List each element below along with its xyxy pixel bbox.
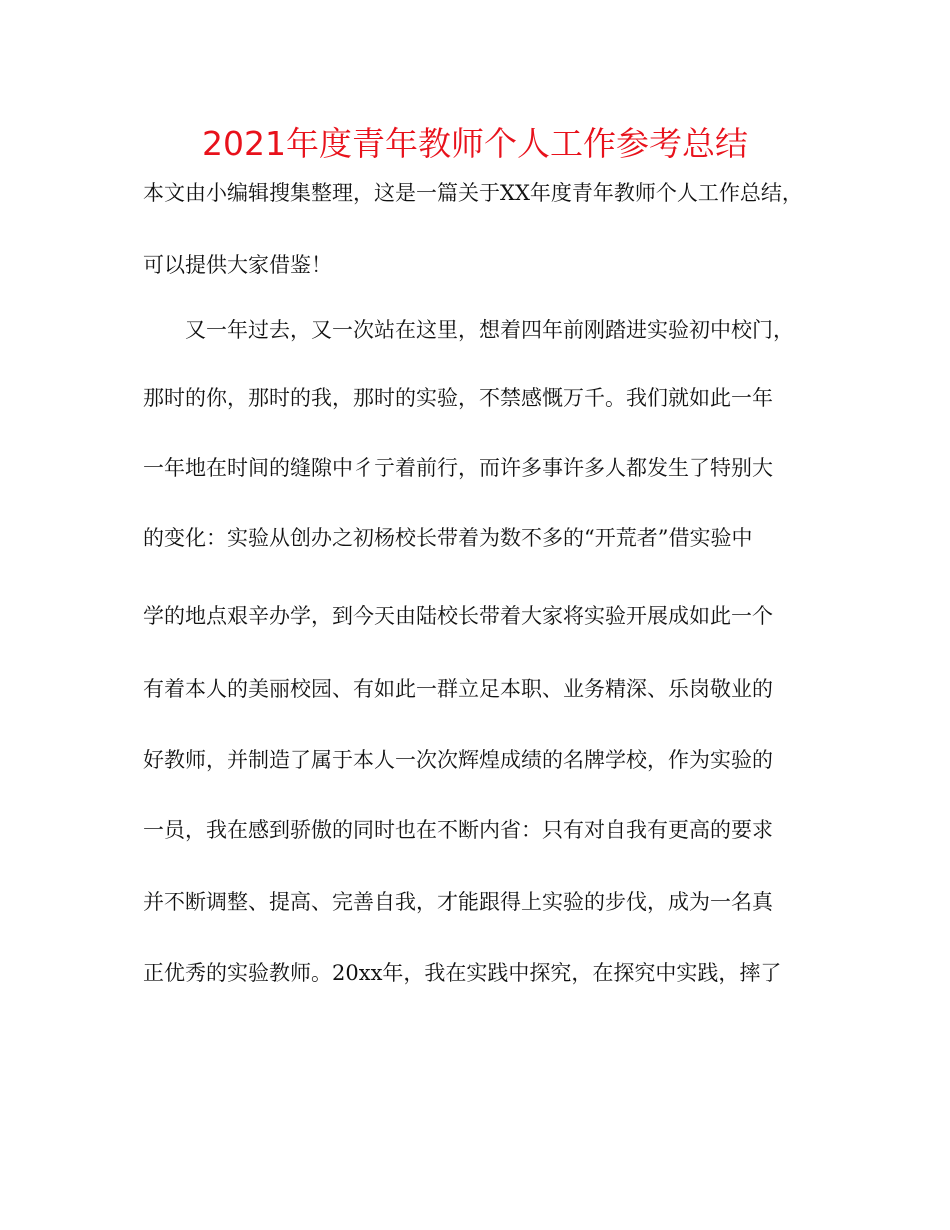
body-line-8: 一员，我在感到骄傲的同时也在不断内省：只有对自我有更高的要求 <box>143 818 773 842</box>
intro-line-1: 本文由小编辑搜集整理，这是一篇关于XX年度青年教师个人工作总结， <box>143 181 803 205</box>
body-line-7: 好教师，并制造了属于本人一次次辉煌成绩的名牌学校，作为实验的 <box>143 748 773 772</box>
body-line-5: 学的地点艰辛办学，到今天由陆校长带着大家将实验开展成如此一个 <box>143 604 773 628</box>
body-line-2: 那时的你，那时的我，那时的实验，不禁感慨万千。我们就如此一年 <box>143 386 773 410</box>
body-line-1: 又一年过去，又一次站在这里，想着四年前刚踏进实验初中校门， <box>185 318 794 342</box>
body-line-4: 的变化：实验从创办之初杨校长带着为数不多的“开荒者”借实验中 <box>143 526 753 550</box>
body-line-10: 正优秀的实验教师。20xx年，我在实践中探究，在探究中实践，摔了 <box>143 961 782 985</box>
body-line-3: 一年地在时间的缝隙中彳亍着前行，而许多事许多人都发生了特别大 <box>143 456 773 480</box>
intro-line-2: 可以提供大家借鉴！ <box>143 253 332 277</box>
body-line-6: 有着本人的美丽校园、有如此一群立足本职、业务精深、乐岗敬业的 <box>143 677 773 701</box>
body-line-9: 并不断调整、提高、完善自我，才能跟得上实验的步伐，成为一名真 <box>143 890 773 914</box>
document-title: 2021年度青年教师个人工作参考总结 <box>202 124 748 163</box>
